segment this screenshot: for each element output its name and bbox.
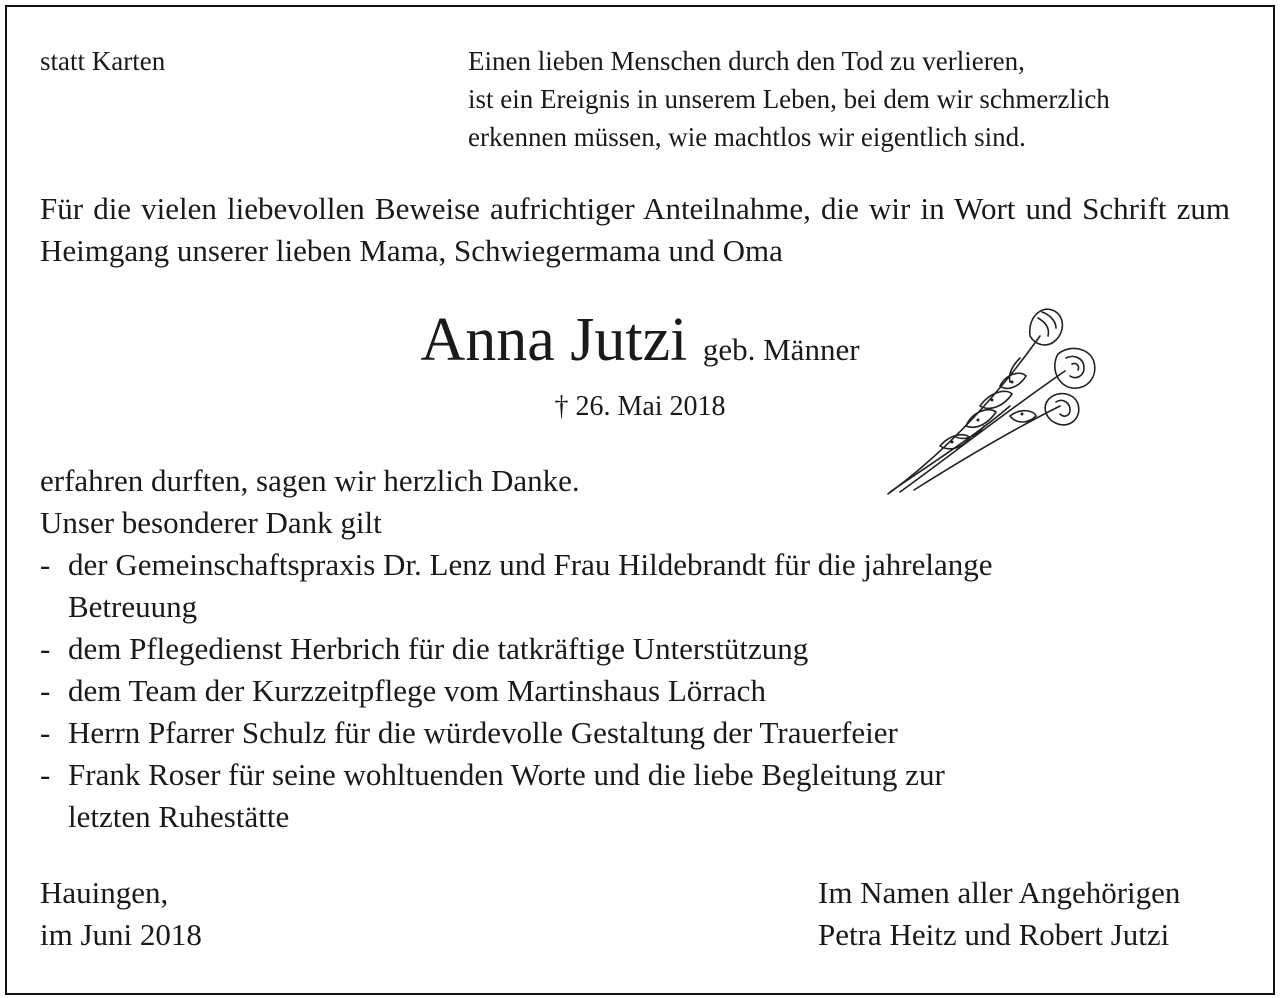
statt-karten: statt Karten <box>40 46 166 76</box>
list-item-line: dem Team der Kurzzeitpflege vom Martinshaus Lörrach <box>68 673 766 708</box>
list-item <box>40 712 993 754</box>
list-item-line: letzten Ruhestätte <box>68 799 290 834</box>
signature-line: Petra Heitz und Robert Jutzi <box>818 917 1170 952</box>
date: im Juni 2018 <box>40 917 202 952</box>
thanks-line: erfahren durften, sagen wir herzlich Danke. <box>40 463 580 498</box>
list-dash: - <box>40 631 51 666</box>
signature <box>818 872 1180 956</box>
place-date <box>40 872 202 956</box>
intro-text: Für die vielen liebevollen Beweise aufrichtiger Anteilnahme, die wir in Wort und Schrift zum Heimgang unserer lieben Mama, Schwiegermama und Oma <box>40 191 1230 268</box>
quote-line: Einen lieben Menschen durch den Tod zu verlieren, <box>468 46 1025 76</box>
list-item-line: der Gemeinschaftspraxis Dr. Lenz und Frau Hildebrandt für die jahrelange <box>68 547 993 582</box>
list-dash: - <box>40 673 51 708</box>
quote-line: ist ein Ereignis in unserem Leben, bei dem wir schmerzlich <box>468 84 1110 114</box>
list-item <box>40 544 993 628</box>
birth-name: geb. Männer <box>702 332 860 367</box>
quote-line: erkennen müssen, wie machtlos wir eigentlich sind. <box>468 122 1026 152</box>
list-item-line: Frank Roser für seine wohltuenden Worte und die liebe Begleitung zur <box>68 757 945 792</box>
list-item <box>40 670 993 712</box>
deceased-name: Anna Jutzi <box>420 306 688 374</box>
list-item <box>40 754 993 838</box>
list-item <box>40 628 993 670</box>
quote <box>468 42 1110 156</box>
thanks-intro <box>40 460 580 544</box>
signature-line: Im Namen aller Angehörigen <box>818 875 1181 910</box>
list-item-line: dem Pflegedienst Herbrich für die tatkräftige Unterstützung <box>68 631 809 666</box>
list-item-line: Herrn Pfarrer Schulz für die würdevolle Gestaltung der Trauerfeier <box>68 715 898 750</box>
rose-illustration <box>880 296 1110 506</box>
list-dash: - <box>40 547 51 582</box>
thanks-line: Unser besonderer Dank gilt <box>40 505 382 540</box>
list-dash: - <box>40 715 51 750</box>
place: Hauingen, <box>40 875 169 910</box>
list-item-line: Betreuung <box>68 589 198 624</box>
list-dash: - <box>40 757 51 792</box>
thanks-list <box>40 544 993 838</box>
death-date: † 26. Mai 2018 <box>554 391 726 422</box>
